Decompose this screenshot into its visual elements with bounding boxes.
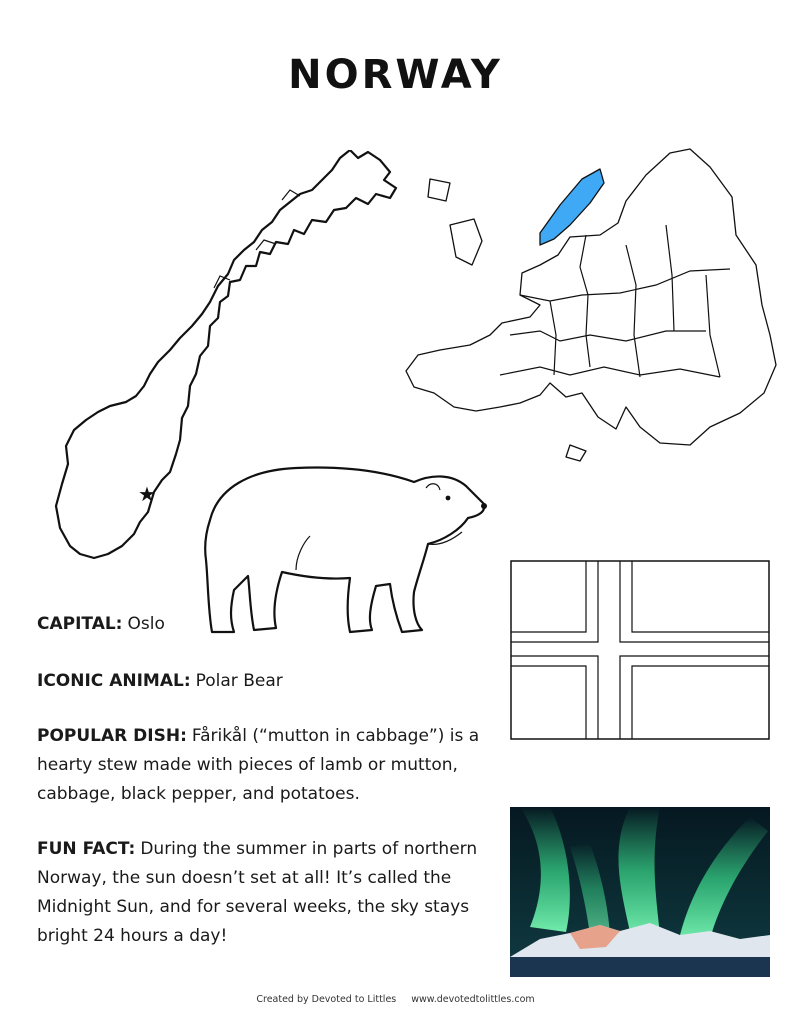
capital-label: CAPITAL: [37, 614, 123, 634]
fact-capital [37, 610, 492, 639]
fact-fun-fact [37, 835, 492, 951]
fun-fact-label: FUN FACT: [37, 839, 136, 859]
popular-dish-label: POPULAR DISH: [37, 726, 187, 746]
footer-credit: Created by Devoted to Littles [256, 994, 397, 1005]
footer [0, 994, 791, 1005]
footer-url: www.devotedtolittles.com [411, 994, 535, 1005]
fact-popular-dish [37, 722, 492, 809]
capital-star-icon: ★ [138, 482, 156, 506]
fun-fact-value: During the summer in parts of northern Norway, the sun doesn’t set at all! It’s called the Midnight Sun, and for several weeks, the sky stays bright 24 hours a day! [37, 839, 478, 946]
norway-flag-outline [510, 560, 770, 740]
europe-map [390, 145, 780, 465]
aurora-photo [510, 807, 770, 977]
page-title: NORWAY [288, 52, 503, 98]
capital-value: Oslo [127, 614, 165, 634]
iconic-animal-value: Polar Bear [195, 671, 283, 691]
iconic-animal-label: ICONIC ANIMAL: [37, 671, 191, 691]
fact-iconic-animal [37, 667, 492, 696]
popular-dish-value: Fårikål (“mutton in cabbage”) is a hearty stew made with pieces of lamb or mutton, cabbage, black pepper, and potatoes. [37, 726, 480, 804]
